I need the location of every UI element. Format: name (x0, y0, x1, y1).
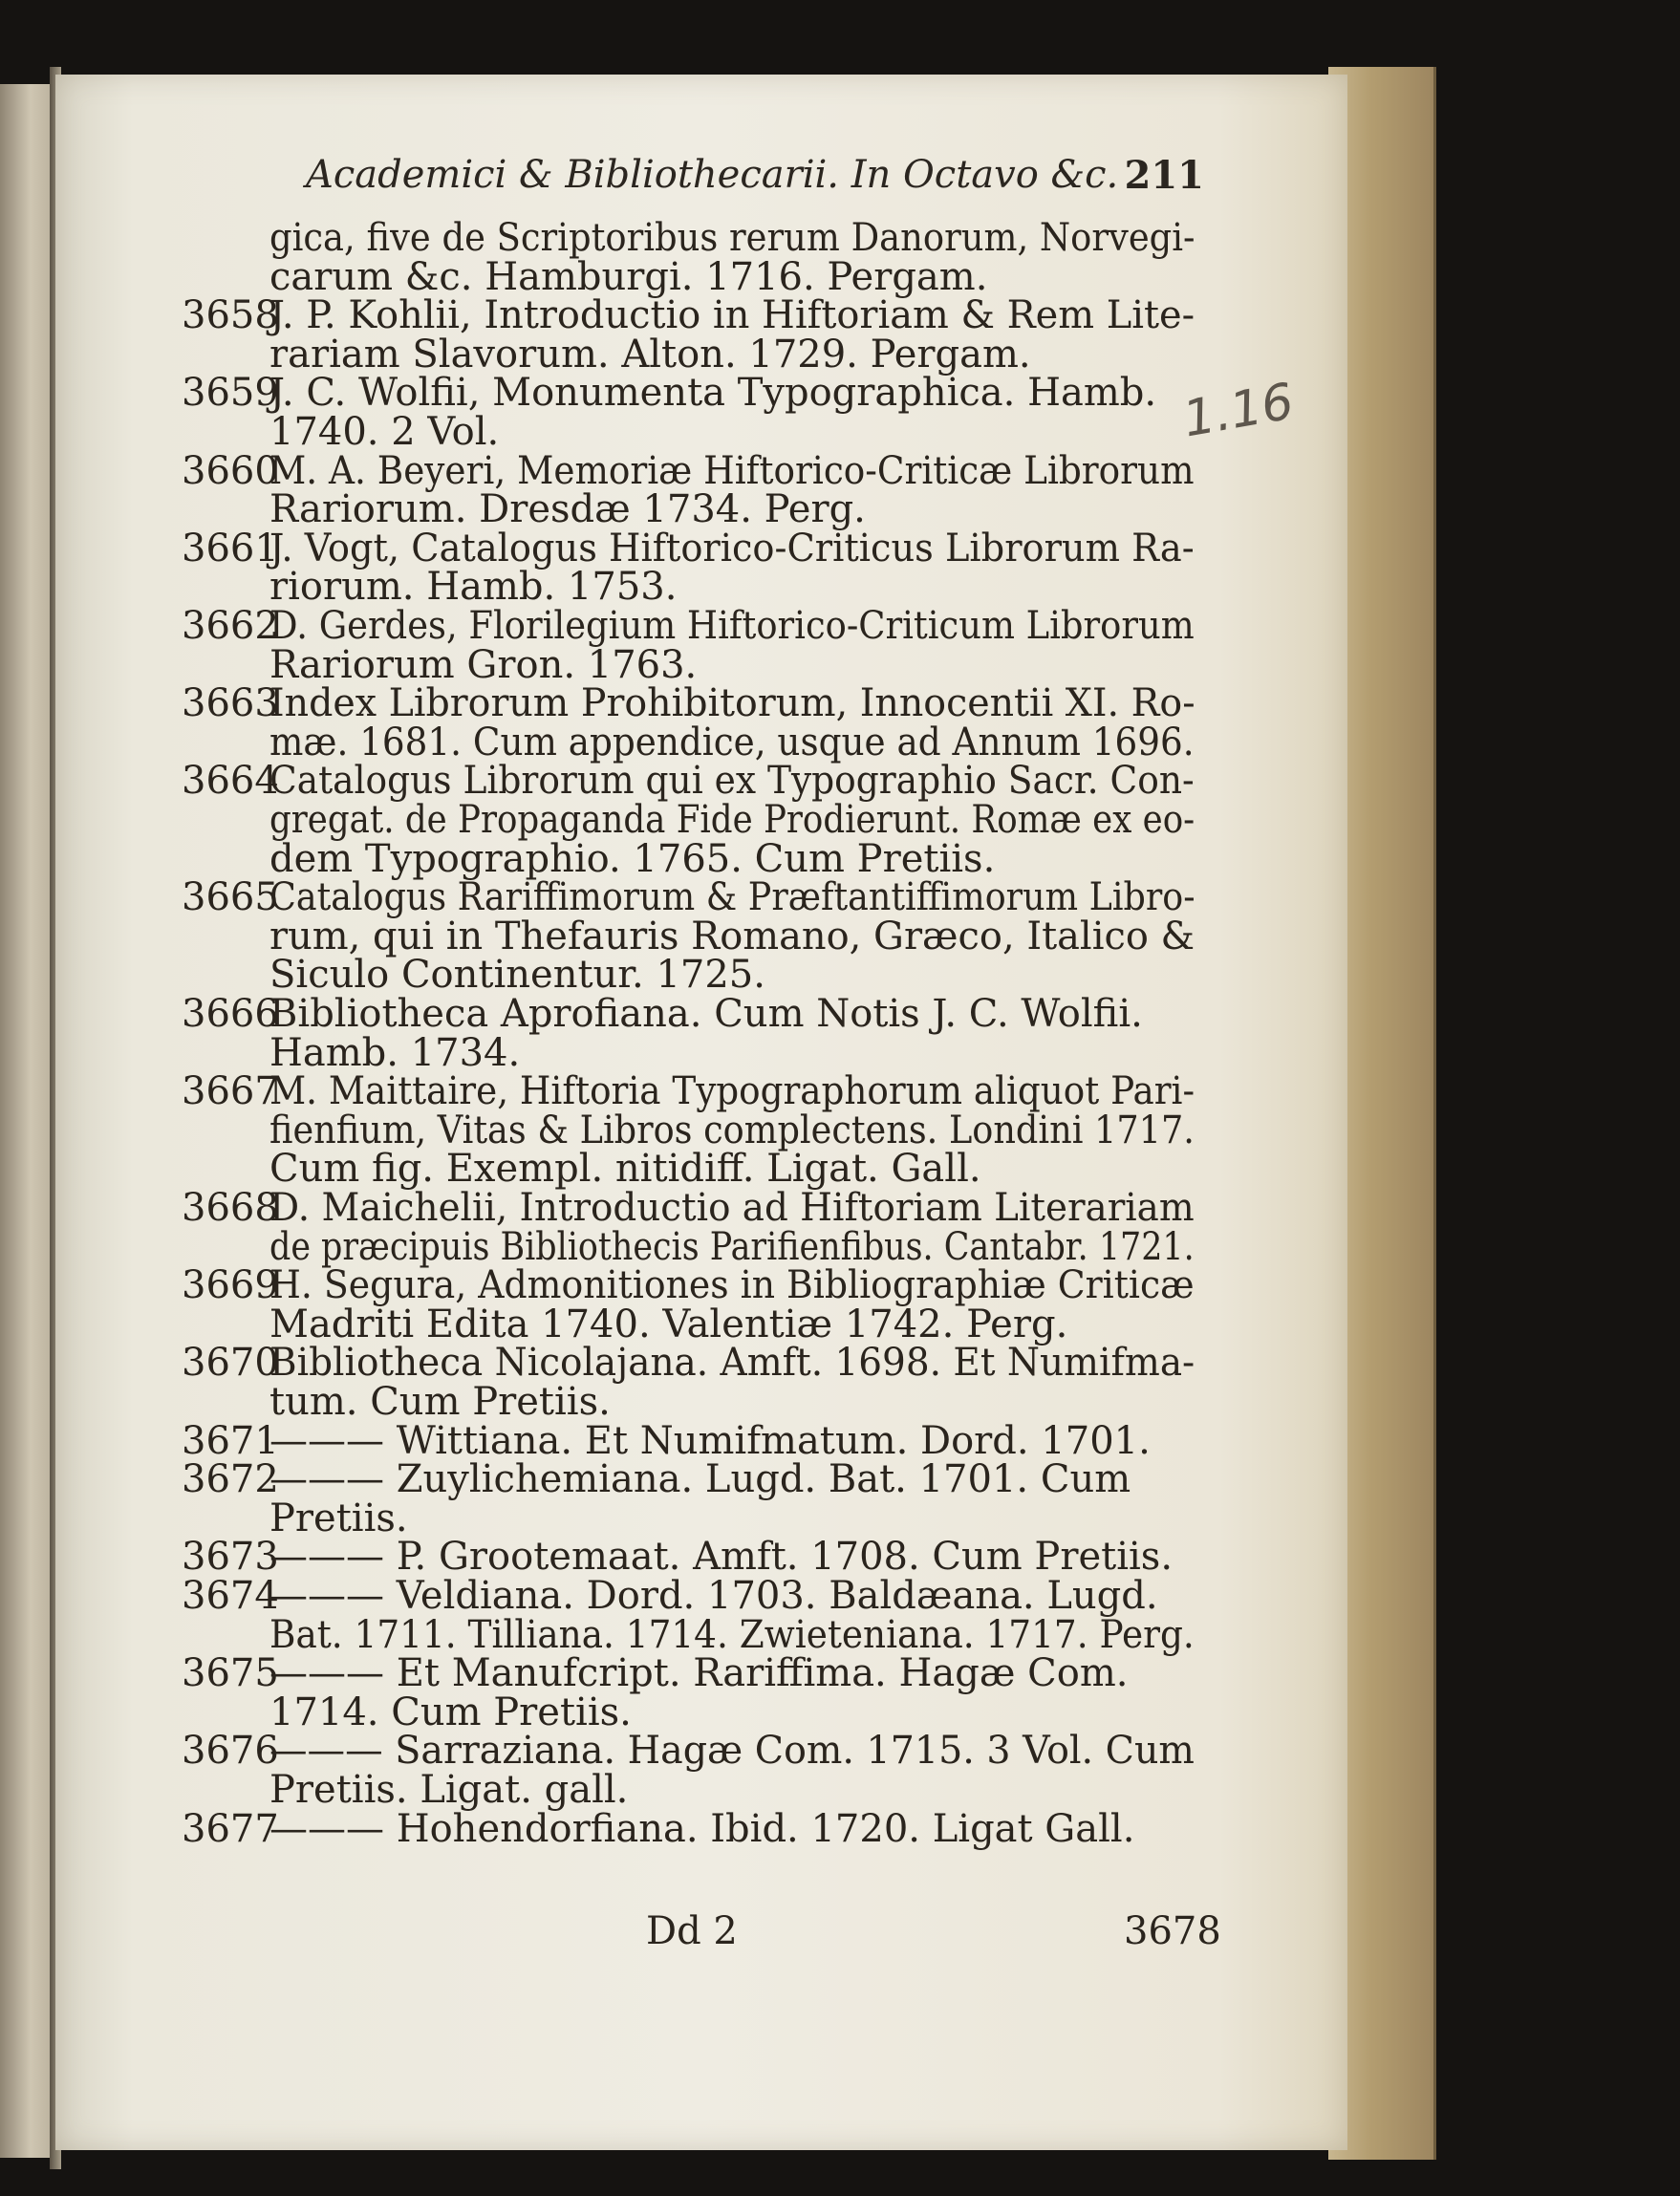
entry-line: mæ. 1681. Cum appendice, usque ad Annum 1696. (269, 720, 1195, 764)
entry-number: 3665 (182, 875, 279, 920)
entry-number: 3664 (182, 759, 279, 804)
entry-number: 3673 (182, 1535, 279, 1580)
entry-number: 3669 (182, 1263, 279, 1308)
entry-line: 1714. Cum Pretiis. (269, 1690, 632, 1734)
entry-line: 1740. 2 Vol. (269, 410, 500, 454)
entry-line: ——— Sarraziana. Hagæ Com. 1715. 3 Vol. Cum (269, 1729, 1195, 1774)
entry-line: rariam Slavorum. Alton. 1729. Pergam. (269, 332, 1031, 377)
entry-number: 3676 (182, 1729, 279, 1774)
entry-line: D. Gerdes, Florilegium Hiftorico-Criticum Librorum (269, 604, 1195, 648)
entry-line: gica, five de Scriptoribus rerum Danorum, Norvegi- (269, 216, 1195, 260)
entry-line: fienfium, Vitas & Libros complectens. Londini 1717. (269, 1108, 1195, 1152)
entry-line: Bat. 1711. Tilliana. 1714. Zwieteniana. 1717. Perg. (269, 1612, 1195, 1657)
entry-line: Rariorum Gron. 1763. (269, 642, 698, 687)
entry-line: Cum fig. Exempl. nitidiff. Ligat. Gall. (269, 1147, 981, 1192)
entry-number: 3658 (182, 293, 279, 338)
entry-line: Pretiis. Ligat. gall. (269, 1768, 629, 1812)
entry-number: 3670 (182, 1341, 279, 1386)
entry-line: Index Librorum Prohibitorum, Innocentii XI. Ro- (269, 681, 1195, 726)
entry-number: 3659 (182, 371, 279, 416)
entry-line: carum &c. Hamburgi. 1716. Pergam. (269, 254, 988, 299)
entry-line: J. Vogt, Catalogus Hiftorico-Criticus Librorum Ra- (269, 526, 1195, 571)
entry-line: J. P. Kohlii, Introductio in Hiftoriam & Rem Lite- (269, 293, 1195, 338)
entry-line: Bibliotheca Aprofiana. Cum Notis J. C. Wolfii. (269, 992, 1143, 1036)
running-head-title: Academici & Bibliothecarii. In Octavo &c. (306, 153, 1119, 197)
entry-line: Siculo Continentur. 1725. (269, 953, 765, 998)
entry-number: 3675 (182, 1651, 279, 1696)
entry-number: 3671 (182, 1418, 279, 1463)
signature-mark: Dd 2 (646, 1909, 738, 1953)
left-page-edge (0, 84, 57, 2158)
entry-number: 3668 (182, 1186, 279, 1230)
entry-line: ——— Hohendorfiana. Ibid. 1720. Ligat Gall. (269, 1806, 1135, 1851)
entry-line: ——— P. Grootemaat. Amft. 1708. Cum Pretiis. (269, 1535, 1174, 1580)
entry-line: Bibliotheca Nicolajana. Amft. 1698. Et Numifma- (269, 1341, 1195, 1386)
page-number: 211 (1124, 153, 1204, 198)
entry-line: Catalogus Rariffimorum & Præftantiffimorum Libro- (269, 875, 1195, 920)
entry-line: Catalogus Librorum qui ex Typographio Sacr. Con- (269, 759, 1195, 804)
entry-line: M. A. Beyeri, Memoriæ Hiftorico-Criticæ Librorum (269, 448, 1195, 493)
entry-number: 3677 (182, 1806, 279, 1851)
entry-line: gregat. de Propaganda Fide Prodierunt. Romæ ex eo- (269, 798, 1195, 842)
entry-line: rum, qui in Thefauris Romano, Græco, Italico & (269, 914, 1195, 958)
entry-line: H. Segura, Admonitiones in Bibliographiæ Criticæ (269, 1263, 1195, 1308)
entry-line: Madriti Edita 1740. Valentiæ 1742. Perg. (269, 1302, 1068, 1346)
entry-number: 3672 (182, 1457, 279, 1502)
entry-number: 3666 (182, 992, 279, 1036)
entry-line: Pretiis. (269, 1496, 408, 1540)
entry-line: ——— Et Manufcript. Rariffima. Hagæ Com. (269, 1651, 1129, 1696)
entry-line: Rariorum. Dresdæ 1734. Perg. (269, 487, 866, 532)
catchword: 3678 (1124, 1909, 1221, 1953)
entry-number: 3663 (182, 681, 279, 726)
entry-line: M. Maittaire, Hiftoria Typographorum aliquot Pari- (269, 1069, 1195, 1114)
entry-number: 3660 (182, 448, 279, 493)
entry-line: tum. Cum Pretiis. (269, 1380, 611, 1424)
entry-number: 3662 (182, 604, 279, 648)
entry-line: ——— Wittiana. Et Numifmatum. Dord. 1701. (269, 1418, 1151, 1463)
entry-line: J. C. Wolfii, Monumenta Typographica. Hamb. (269, 371, 1157, 416)
entry-line: riorum. Hamb. 1753. (269, 565, 678, 610)
entry-number: 3661 (182, 526, 279, 571)
entry-line: D. Maichelii, Introductio ad Hiftoriam Literariam (269, 1186, 1195, 1230)
entry-line: dem Typographio. 1765. Cum Pretiis. (269, 836, 996, 881)
handwritten-annotation: 1.16 (1178, 373, 1299, 449)
running-head (306, 153, 1204, 197)
entry-number: 3674 (182, 1574, 279, 1618)
entry-line: ——— Veldiana. Dord. 1703. Baldæana. Lugd. (269, 1574, 1158, 1618)
entry-line: ——— Zuylichemiana. Lugd. Bat. 1701. Cum (269, 1457, 1131, 1502)
entry-number: 3667 (182, 1069, 279, 1114)
entry-line: de præcipuis Bibliothecis Parifienfibus. Cantabr. 1721. (269, 1224, 1195, 1269)
entry-line: Hamb. 1734. (269, 1030, 521, 1075)
